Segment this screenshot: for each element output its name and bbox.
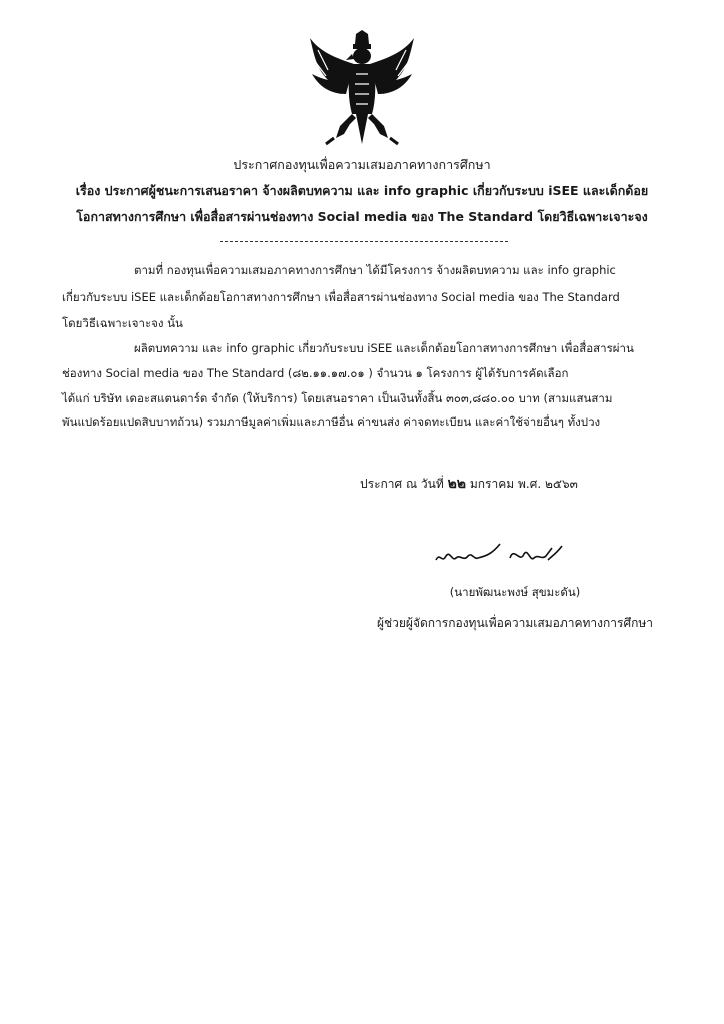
announcement-title: ประกาศกองทุนเพื่อความเสมอภาคทางการศึกษา: [233, 157, 491, 172]
separator-rule: [220, 241, 508, 242]
announcement-heading: [40, 152, 684, 230]
subject-line-2: โอกาสทางการศึกษา เพื่อสื่อสารผ่านช่องทาง Social media ของ The Standard โดยวิธีเฉพาะเจาะจง: [76, 209, 648, 224]
announcement-date: [360, 473, 578, 495]
paragraph-2-line-4: พันแปดร้อยแปดสิบบาทถ้วน) รวมภาษีมูลค่าเพิ่มและภาษีอื่น ค่าขนส่ง ค่าจดทะเบียน และค่าใช้จ่ายอื่นๆ ทั้งปวง: [62, 415, 601, 429]
paragraph-2-line-2: ช่องทาง Social media ของ The Standard (๘๒.๑๑.๑๗.๐๑ ) จำนวน ๑ โครงการ ผู้ได้รับการคัดเลือก: [62, 366, 569, 380]
signer-name: (นายพัฒนะพงษ์ สุขมะดัน): [449, 585, 581, 599]
date-month-year: มกราคม พ.ศ. ๒๕๖๓: [469, 477, 578, 491]
handwritten-signature-icon: [430, 534, 570, 574]
paragraph-1-line-2: เกี่ยวกับระบบ iSEE และเด็กด้อยโอกาสทางการศึกษา เพื่อสื่อสารผ่านช่องทาง Social media ของ The Standard: [62, 290, 620, 304]
garuda-emblem-icon: [306, 30, 418, 148]
signer-title: ผู้ช่วยผู้จัดการกองทุนเพื่อความเสมอภาคทางการศึกษา: [376, 616, 654, 630]
paragraph-2-line-1: ผลิตบทความ และ info graphic เกี่ยวกับระบบ iSEE และเด็กด้อยโอกาสทางการศึกษา เพื่อสื่อสารผ่าน: [134, 341, 634, 355]
subject-line-1: เรื่อง ประกาศผู้ชนะการเสนอราคา จ้างผลิตบทความ และ info graphic เกี่ยวกับระบบ iSEE และเด็กด้อย: [75, 183, 649, 198]
paragraph-1-line-1: ตามที่ กองทุนเพื่อความเสมอภาคทางการศึกษา ได้มีโครงการ จ้างผลิตบทความ และ info graphic: [134, 263, 616, 277]
date-prefix: ประกาศ ณ วันที่: [360, 477, 444, 491]
date-day: ๒๒: [447, 476, 467, 492]
paragraph-2-line-3: ได้แก่ บริษัท เดอะสแตนดาร์ด จำกัด (ให้บริการ) โดยเสนอราคา เป็นเงินทั้งสิ้น ๓๐๓,๘๘๐.๐๐ บาท (สามแสนสาม: [62, 391, 613, 405]
paragraph-1-line-3: โดยวิธีเฉพาะเจาะจง นั้น: [62, 316, 183, 330]
